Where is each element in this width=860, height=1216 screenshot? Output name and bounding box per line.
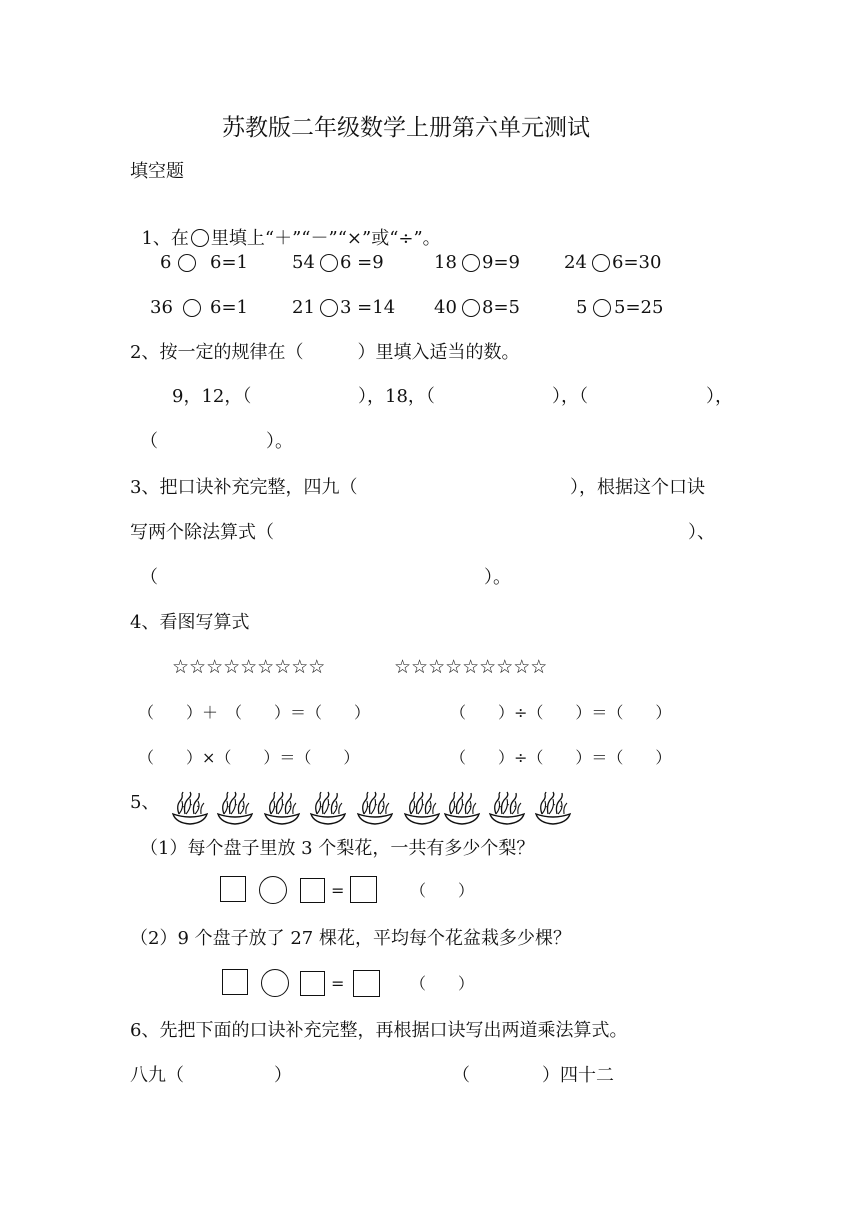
answer-circle[interactable] bbox=[462, 254, 480, 272]
q1-r1-a2: 54 bbox=[292, 252, 315, 273]
pear-plate-icon bbox=[533, 790, 573, 826]
q1-r1-b4: 6=30 bbox=[612, 252, 662, 273]
q3-line3-b: ）。 bbox=[484, 567, 511, 588]
answer-circle[interactable] bbox=[320, 254, 338, 272]
q1-r2-a1: 36 bbox=[150, 297, 173, 318]
pear-plate-icon bbox=[487, 790, 527, 826]
answer-box[interactable] bbox=[222, 969, 248, 995]
q6-instruction: 6、先把下面的口诀补充完整，再根据口诀写出两道乘法算式。 bbox=[130, 1020, 628, 1041]
q4-instruction: 4、看图写算式 bbox=[130, 612, 250, 633]
answer-circle[interactable] bbox=[183, 299, 201, 317]
q1-r1-b2: 6 =9 bbox=[340, 252, 384, 273]
page-title: 苏教版二年级数学上册第六单元测试 bbox=[222, 115, 590, 141]
star-group-right: ☆☆☆☆☆☆☆☆☆ bbox=[394, 656, 548, 678]
q3-line2-b: ）、 bbox=[688, 522, 715, 543]
unit-paren: （ ） bbox=[410, 881, 475, 900]
q4-row2-left: （ ）×（ ）＝（ ） bbox=[138, 748, 360, 767]
answer-circle[interactable] bbox=[178, 254, 196, 272]
q1-r1-a1: 6 bbox=[160, 252, 172, 273]
q2-seq-3: ），（ bbox=[552, 386, 588, 407]
section-heading: 填空题 bbox=[130, 161, 184, 182]
q6-right: （ ）四十二 bbox=[452, 1065, 614, 1086]
q3-line3-a: （ bbox=[140, 567, 158, 588]
answer-circle[interactable] bbox=[462, 299, 480, 317]
pear-plate-icon bbox=[402, 790, 442, 826]
answer-box[interactable] bbox=[300, 971, 325, 996]
q1-r2-a4: 5 bbox=[576, 297, 588, 318]
operator-circle[interactable] bbox=[259, 876, 287, 904]
answer-box[interactable] bbox=[220, 876, 246, 902]
answer-circle[interactable] bbox=[592, 254, 610, 272]
q1-r2-b1: 6=1 bbox=[210, 297, 248, 318]
q1-prefix: 1、在 bbox=[141, 228, 189, 249]
q1-r2-b4: 5=25 bbox=[614, 297, 664, 318]
answer-box[interactable] bbox=[353, 970, 380, 997]
q2-seq-4: ）， bbox=[706, 386, 733, 407]
q1-r1-b3: 9=9 bbox=[482, 252, 520, 273]
q1-r2-b2: 3 =14 bbox=[340, 297, 396, 318]
circle-icon bbox=[191, 229, 209, 247]
q1-r1-b1: 6=1 bbox=[210, 252, 248, 273]
equals-sign: = bbox=[331, 974, 345, 993]
answer-box[interactable] bbox=[350, 876, 377, 903]
answer-box[interactable] bbox=[300, 878, 325, 903]
q2-seq-2: ），18，（ bbox=[358, 386, 435, 407]
q4-row1-left: （ ）＋ （ ）＝（ ） bbox=[138, 703, 371, 722]
q3-line1-a: 3、把口诀补充完整，四九（ bbox=[130, 477, 358, 498]
answer-circle[interactable] bbox=[320, 299, 338, 317]
q1-r2-a3: 40 bbox=[434, 297, 457, 318]
pear-plate-icon bbox=[215, 790, 255, 826]
q1-instruction bbox=[130, 206, 441, 250]
q2-instruction: 2、按一定的规律在（ ）里填入适当的数。 bbox=[130, 342, 520, 363]
q5-sub2: （2）9 个盘子放了 27 棵花，平均每个花盆栽多少棵？ bbox=[130, 928, 571, 949]
q5-sub1: （1）每个盘子里放 3 个梨花，一共有多少个梨？ bbox=[140, 838, 535, 859]
q6-left: 八九（ ） bbox=[130, 1065, 292, 1086]
pear-plate-icon bbox=[308, 790, 348, 826]
q4-row1-right: （ ）÷（ ）＝（ ） bbox=[450, 703, 672, 722]
q2-seq-1: 9，12，（ bbox=[172, 386, 252, 407]
q2-last: （ ）。 bbox=[140, 431, 293, 452]
q4-row2-right: （ ）÷（ ）＝（ ） bbox=[450, 748, 672, 767]
pear-plate-icon bbox=[355, 790, 395, 826]
answer-circle[interactable] bbox=[593, 299, 611, 317]
q3-line1-b: ），根据这个口诀 bbox=[570, 477, 705, 498]
q3-line2-a: 写两个除法算式（ bbox=[130, 522, 274, 543]
pear-plate-icon bbox=[262, 790, 302, 826]
star-group-left: ☆☆☆☆☆☆☆☆☆ bbox=[172, 656, 326, 678]
equals-sign: = bbox=[331, 881, 345, 900]
unit-paren: （ ） bbox=[410, 974, 475, 993]
q1-r1-a4: 24 bbox=[564, 252, 587, 273]
pear-plate-icon bbox=[170, 790, 210, 826]
pear-plate-icon bbox=[442, 790, 482, 826]
operator-circle[interactable] bbox=[261, 969, 289, 997]
q1-r2-a2: 21 bbox=[292, 297, 315, 318]
q1-r2-b3: 8=5 bbox=[482, 297, 520, 318]
q5-label: 5、 bbox=[130, 792, 160, 813]
q1-r1-a3: 18 bbox=[434, 252, 457, 273]
q1-suffix: 里填上“＋”“－”“×”或“÷”。 bbox=[210, 228, 441, 249]
